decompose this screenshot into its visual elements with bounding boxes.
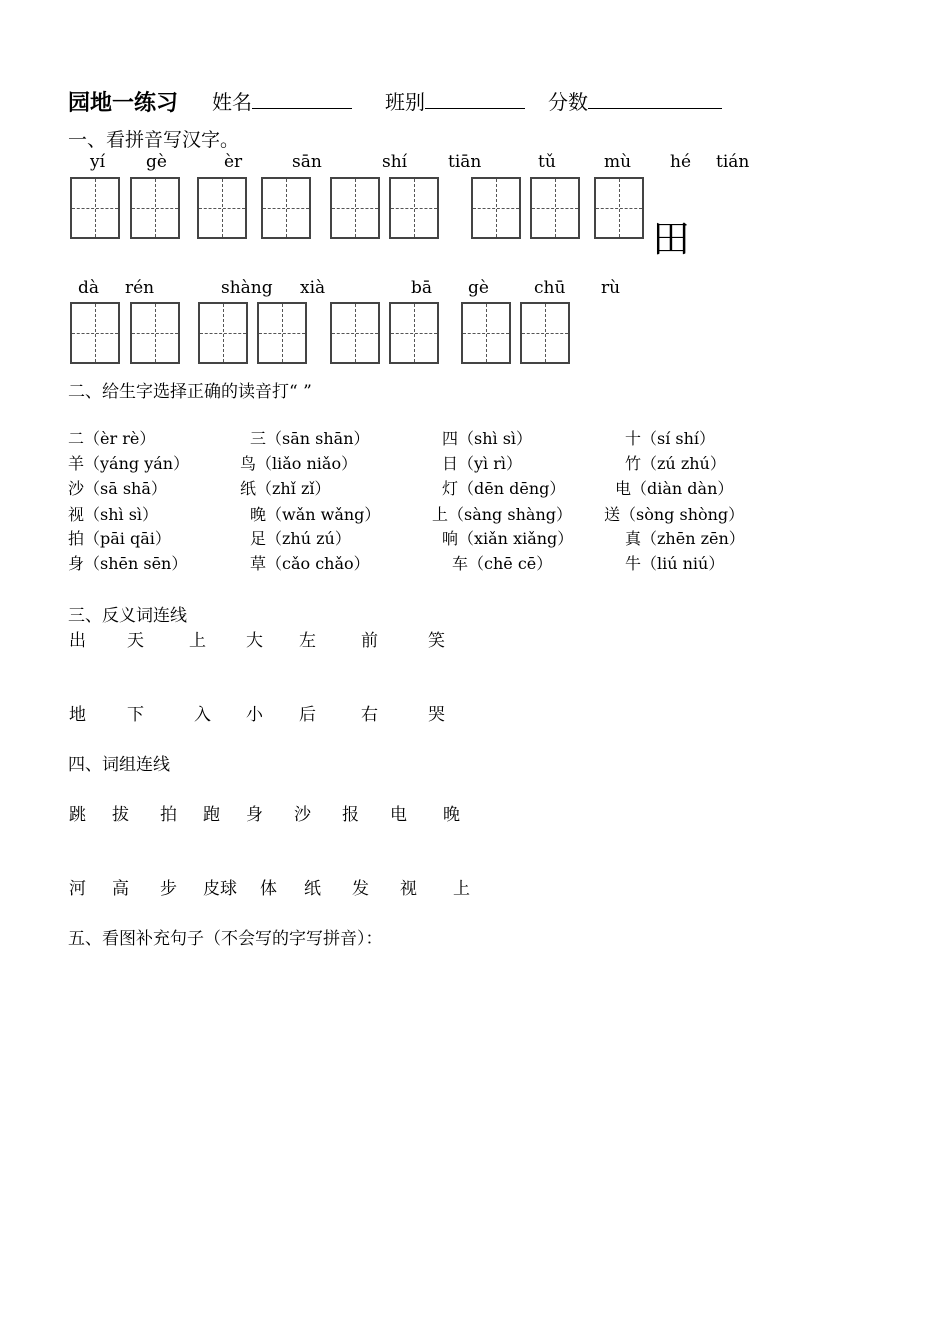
- antonym-word[interactable]: 左: [299, 631, 316, 651]
- reading-choice[interactable]: 身（shēn sēn）: [68, 554, 188, 573]
- phrase-word[interactable]: 河: [69, 879, 86, 899]
- reading-choice[interactable]: 十（sí shí）: [625, 429, 716, 448]
- pinyin: bā: [411, 278, 433, 298]
- writing-box[interactable]: [257, 302, 307, 364]
- worksheet-title: 园地一练习: [68, 90, 179, 116]
- phrase-word[interactable]: 电: [390, 805, 407, 825]
- reading-choice[interactable]: 上（sàng shàng）: [432, 505, 572, 524]
- phrase-word[interactable]: 跑: [203, 805, 220, 825]
- writing-box[interactable]: [594, 177, 644, 239]
- writing-box[interactable]: [520, 302, 570, 364]
- writing-box[interactable]: [261, 177, 311, 239]
- pinyin: gè: [146, 152, 167, 172]
- antonym-word[interactable]: 小: [246, 705, 263, 725]
- writing-box[interactable]: [198, 302, 248, 364]
- phrase-word[interactable]: 步: [160, 879, 177, 899]
- reading-choice[interactable]: 四（shì sì）: [442, 429, 533, 448]
- phrase-word[interactable]: 视: [400, 879, 417, 899]
- pinyin: shí: [382, 152, 408, 172]
- pinyin: tǔ: [538, 152, 556, 172]
- name-label: 姓名: [212, 90, 252, 114]
- pinyin: èr: [224, 152, 243, 172]
- reading-choice[interactable]: 沙（sā shā）: [68, 479, 167, 498]
- phrase-word[interactable]: 发: [352, 879, 369, 899]
- writing-box[interactable]: [471, 177, 521, 239]
- antonym-word[interactable]: 后: [299, 705, 316, 725]
- writing-box[interactable]: [530, 177, 580, 239]
- antonym-word[interactable]: 上: [189, 631, 206, 651]
- antonym-word[interactable]: 大: [246, 631, 263, 651]
- class-label: 班别: [385, 90, 425, 114]
- pinyin: xià: [300, 278, 326, 298]
- reading-choice[interactable]: 鸟（liǎo niǎo）: [240, 454, 358, 473]
- phrase-word[interactable]: 上: [453, 879, 470, 899]
- reading-choice[interactable]: 三（sān shān）: [250, 429, 370, 448]
- reading-choice[interactable]: 拍（pāi qāi）: [68, 529, 171, 548]
- writing-box[interactable]: [330, 302, 380, 364]
- antonym-word[interactable]: 天: [127, 631, 144, 651]
- reading-choice[interactable]: 真（zhēn zēn）: [625, 529, 745, 548]
- section2-heading: 二、给生字选择正确的读音打“ ”: [68, 382, 312, 402]
- pinyin: sān: [292, 152, 322, 172]
- name-blank[interactable]: [252, 88, 352, 109]
- reading-choice[interactable]: 牛（liú niú）: [625, 554, 725, 573]
- phrase-word[interactable]: 体: [260, 879, 277, 899]
- reading-choice[interactable]: 二（èr rè）: [68, 429, 156, 448]
- phrase-word[interactable]: 跳: [69, 805, 86, 825]
- score-label: 分数: [548, 90, 588, 114]
- writing-box[interactable]: [70, 302, 120, 364]
- reading-choice[interactable]: 纸（zhǐ zǐ）: [240, 479, 331, 498]
- phrase-word[interactable]: 身: [246, 805, 263, 825]
- pinyin: rù: [601, 278, 621, 298]
- reading-choice[interactable]: 晚（wǎn wǎng）: [250, 505, 381, 524]
- antonym-word[interactable]: 右: [361, 705, 378, 725]
- writing-box[interactable]: [389, 177, 439, 239]
- antonym-word[interactable]: 入: [194, 705, 211, 725]
- reading-choice[interactable]: 足（zhú zú）: [250, 529, 351, 548]
- section1-heading: 一、看拼音写汉字。: [68, 129, 240, 151]
- pinyin: dà: [78, 278, 100, 298]
- pinyin: tián: [716, 152, 750, 172]
- score-field[interactable]: [548, 86, 722, 115]
- class-field[interactable]: [385, 86, 525, 115]
- printed-character: 田: [652, 217, 691, 261]
- pinyin: shàng: [221, 278, 273, 298]
- pinyin: tiān: [448, 152, 482, 172]
- name-field[interactable]: [212, 86, 352, 115]
- reading-choice[interactable]: 日（yì rì）: [442, 454, 523, 473]
- antonym-word[interactable]: 下: [127, 705, 144, 725]
- phrase-word[interactable]: 高: [112, 879, 129, 899]
- pinyin: rén: [125, 278, 155, 298]
- reading-choice[interactable]: 草（cǎo chǎo）: [250, 554, 370, 573]
- antonym-word[interactable]: 前: [361, 631, 378, 651]
- reading-choice[interactable]: 响（xiǎn xiǎng）: [442, 529, 574, 548]
- pinyin: chū: [534, 278, 566, 298]
- writing-box[interactable]: [330, 177, 380, 239]
- writing-box[interactable]: [389, 302, 439, 364]
- pinyin: gè: [468, 278, 489, 298]
- phrase-word[interactable]: 报: [342, 805, 359, 825]
- writing-box[interactable]: [197, 177, 247, 239]
- class-blank[interactable]: [425, 88, 525, 109]
- reading-choice[interactable]: 车（chē cē）: [452, 554, 553, 573]
- writing-box[interactable]: [461, 302, 511, 364]
- phrase-word[interactable]: 皮球: [203, 879, 237, 899]
- reading-choice[interactable]: 视（shì sì）: [68, 505, 159, 524]
- phrase-word[interactable]: 晚: [443, 805, 460, 825]
- writing-box[interactable]: [130, 177, 180, 239]
- phrase-word[interactable]: 纸: [304, 879, 321, 899]
- score-blank[interactable]: [588, 88, 722, 109]
- reading-choice[interactable]: 灯（dēn dēng）: [442, 479, 566, 498]
- antonym-word[interactable]: 地: [69, 705, 86, 725]
- pinyin: hé: [670, 152, 692, 172]
- section5-heading: 五、看图补充句子（不会写的字写拼音）：: [68, 929, 383, 949]
- writing-box[interactable]: [130, 302, 180, 364]
- pinyin: mù: [604, 152, 632, 172]
- reading-choice[interactable]: 竹（zú zhú）: [625, 454, 726, 473]
- pinyin: yí: [90, 152, 106, 172]
- reading-choice[interactable]: 电（diàn dàn）: [615, 479, 734, 498]
- antonym-word[interactable]: 笑: [428, 631, 445, 651]
- phrase-word[interactable]: 沙: [294, 805, 311, 825]
- phrase-word[interactable]: 拔: [112, 805, 129, 825]
- writing-box[interactable]: [70, 177, 120, 239]
- section3-heading: 三、反义词连线: [68, 606, 187, 626]
- section4-heading: 四、词组连线: [68, 755, 170, 775]
- phrase-word[interactable]: 拍: [160, 805, 177, 825]
- antonym-word[interactable]: 出: [69, 631, 86, 651]
- antonym-word[interactable]: 哭: [428, 705, 445, 725]
- reading-choice[interactable]: 羊（yáng yán）: [68, 454, 190, 473]
- reading-choice[interactable]: 送（sòng shòng）: [604, 505, 745, 524]
